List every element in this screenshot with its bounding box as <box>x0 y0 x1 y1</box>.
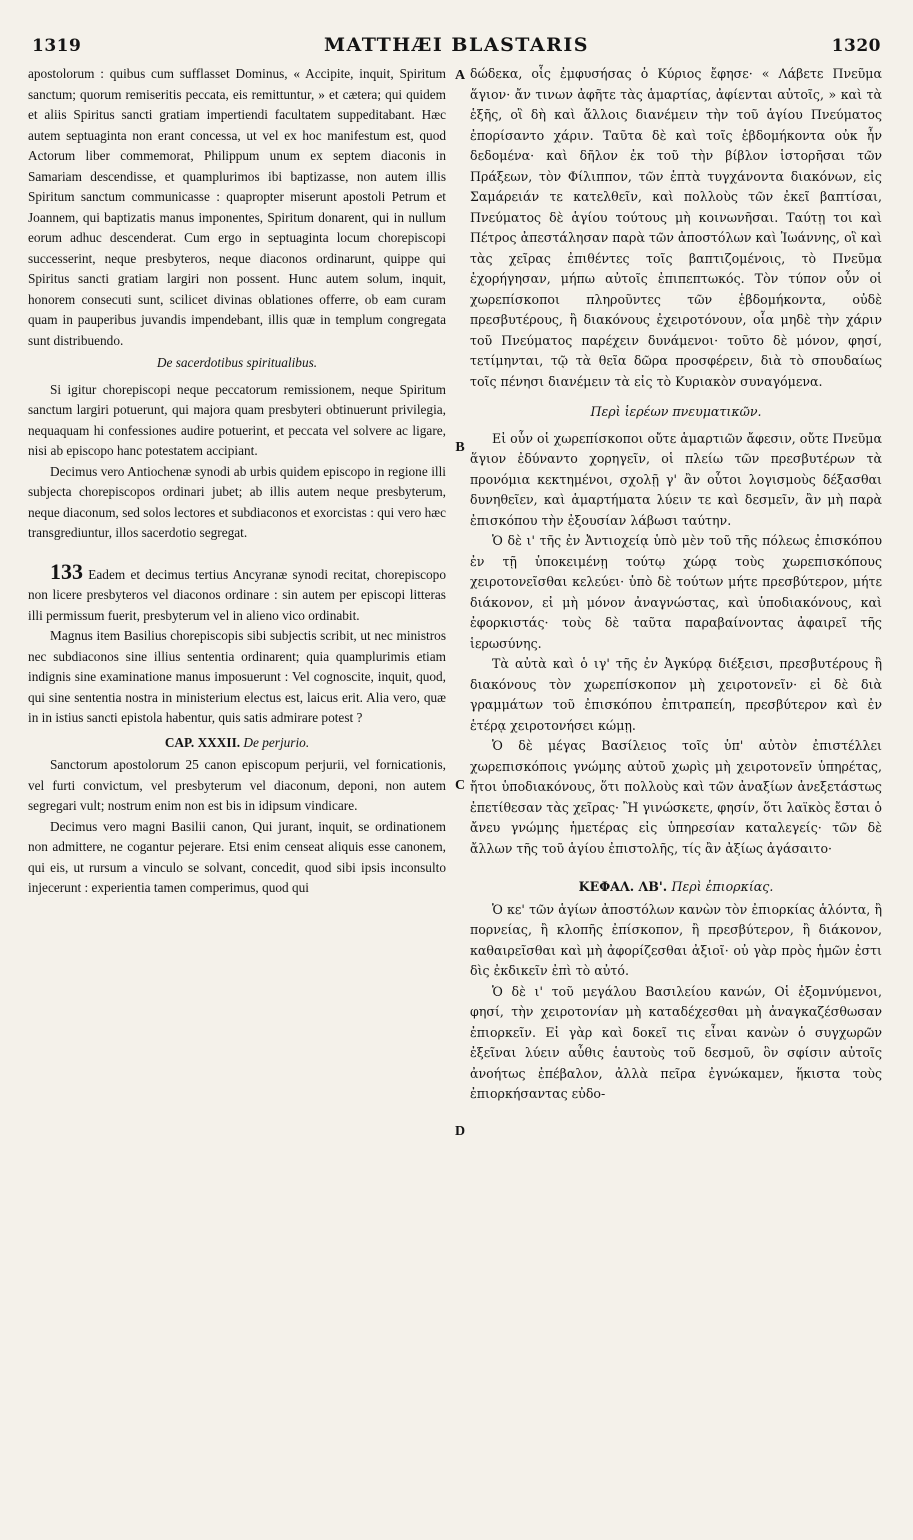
latin-paragraph-4 <box>28 558 446 627</box>
latin-chapter-label: CAP. XXXII. <box>164 734 241 750</box>
latin-chapter-title: De perjurio. <box>243 734 310 750</box>
greek-chapter-heading <box>470 877 882 898</box>
greek-paragraph-1: δώδεκα, οἷς ἐμφυσήσας ὁ Κύριος ἔφησε· « Λάβετε Πνεῦμα ἅγιον· ἄν τινων ἀφῆτε τὰς ἁμαρτίας, ἀφίενται αὐτοῖς, » καὶ τὰ ἑξῆς, οἳ δὴ καὶ ἄλλοις διανέμειν τὴν τοῦ ἁγίου Πνεύματος ἐπορίσαντο χάριν. Ταῦτα δὲ καὶ τοῖς ἑβδομήκοντα οὐκ ἦν δεδομένα· καὶ δῆλον ἐκ τοῦ τὴν βίβλον ἱστορῆσαι τῶν Πράξεων, τὸν Φίλιππον, τῶν ἑπτὰ τυγχάνοντα διακόνων, εἰς Σαμάρειάν τε κατελθεῖν, καὶ πολλοὺς τῶν ἐκεῖ βαπτίσαι, Πνεύματος δὲ ἁγίου τούτους μὴ κοινωνῆσαι. Ταύτῃ τοι καὶ Πέτρος ἀπεστάλησαν παρὰ τῶν ἀποστόλων καὶ Ἰωάννης, οἳ καὶ τὰς χεῖρας ἐπιθέντες τοῖς βαπτιζομένοις, τὸ Πνεῦμα ἐχορήγησαν, μήπω αὐτοῖς ἐπιπεπτωκός. Τὸν τύπον οὖν οἱ χωρεπίσκοποι πληροῦντες τῶν ἑβδομήκοντα, οὐδὲ πρεσβυτέρους, ἢ διακόνους ἐχειροτόνουν, οἷα μηδὲ τὴν χάριν τοῦ Πνεύματος παρέχειν δυνάμενοι· τοῦτο δὲ μόνον, φησί, τετίμηνται, τῷ τὰ θεῖα δῶρα προσφέρειν, διὰ τὸ σπουδαίως τοῖς πένησι διανέμειν τὰ εἰς τὸ Κυριακὸν συναγόμενα. <box>470 66 882 389</box>
greek-chapter-title: Περὶ ἐπιορκίας. <box>671 879 774 894</box>
running-header <box>32 34 881 60</box>
latin-subheading: De sacerdotibus spiritualibus. <box>156 355 318 370</box>
running-title: MATTHÆI BLASTARIS <box>323 34 590 56</box>
greek-subheading: Περὶ ἱερέων πνευματικῶν. <box>590 404 762 419</box>
page-number-left: 1319 <box>32 36 82 56</box>
greek-paragraph-7: Ὁ δὲ ι' τοῦ μεγάλου Βασιλείου κανών, Οἱ ἐξομνύμενοι, φησί, τὴν χειροτονίαν μὴ καταδέχεσθαι μὴ ἀναγκαζέσθωσαν ἐπιορκεῖν. Εἰ γὰρ καὶ δοκεῖ τις εἶναι κανὼν ὁ συγχωρῶν ἐξεῖναι λύειν αὖθις ἑαυτοὺς τοῦ δεσμοῦ, ὃν σφίσιν αὐτοῖς ἀνοήτως ἐπέβαλον, ἀλλὰ πεῖρα ἐγνώκαμεν, ἥκιστα τοὺς ἐπιορκήσαντας εὐδο- <box>470 983 882 1101</box>
latin-paragraph-4-text: Eadem et decimus tertius Ancyranæ synodi recitat, chorepiscopo non licere presbyteros vel diaconos ordinare : sin autem per episcopi litteras illi permissum fuerit, presbyterum vel in alieno vico ordinabit. <box>28 566 446 623</box>
section-marker-b: B <box>455 440 465 455</box>
latin-paragraph-1: apostolorum : quibus cum sufflasset Dominus, « Accipite, inquit, Spiritum sanctum; quorum remiseritis peccata, eis remittuntur, » et cætera; qui quidem et aliis Spiritus sancti gratiam impertiendi facultatem suppeditabant. Hæc autem septuaginta non erant concessa, ut vel ex hoc manifestum est, quod Actorum liber commemorat, Philippum unum ex septem diaconis in Samariam descendisse, et quamplurimos ibi baptizasse, non autem illis Spiritum sanctum communicasse : quapropter miserunt apostoli Petrum et Joannem, qui baptizatis manus imponentes, Spiritum donarent, qui in nullum eorum adhuc descenderat. Cum ergo in septuaginta locum chorepiscopi successerint, neque presbyteros, neque diaconos ordinarunt, quippe qui Spiritus sancti gratiam largiri non possent. Hunc autem solum, inquit, honorem consecuti sunt, scilicet divinas oblationes offerre, ob eam curam quam in pauperibus juvandis impendebant, illis quæ in templum congregata sunt distribuendo. <box>28 66 446 348</box>
greek-column <box>470 64 882 1514</box>
greek-chapter-label: ΚΕΦΑΛ. ΛΒ'. <box>578 879 668 894</box>
latin-paragraph-3: Decimus vero Antiochenæ synodi ab urbis quidem episcopo in regione illi subjecta chorepiscopos ordinari jubet; ab illis autem neque presbyterum, neque diaconum, sed solos lectores et subdiaconos et exorcistas : qui vero hæc transgrediuntur, illos sacerdotio segregat. <box>28 463 446 540</box>
section-number: 133 <box>50 558 83 584</box>
greek-paragraph-4: Τὰ αὐτὰ καὶ ὁ ιγ' τῆς ἐν Ἀγκύρᾳ διέξεισι, πρεσβυτέρους ἢ διακόνους τὸν χωρεπίσκοπον μὴ χειροτονεῖν· εἰ δὲ διὰ γραμμάτων τοῦ ἐπισκόπου ἐπιτραπείη, πρεσβύτερον καὶ ἐν ἑτέρᾳ χειροτονήσει κώμῃ. <box>470 656 882 733</box>
section-marker-a: A <box>454 68 466 83</box>
greek-paragraph-3: Ὁ δὲ ι' τῆς ἐν Ἀντιοχείᾳ ὑπὸ μὲν τοῦ τῆς πόλεως ἐπισκόπου ἐν τῇ ὑποκειμένῃ τούτῳ χώρᾳ τοὺς χωρεπισκόπους χειροτονεῖσθαι κελεύει· ὑπὸ δὲ τούτων μήτε πρεσβύτερον, μήτε διάκονον, εἰ μὴ μόνον ἀναγνώστας, καὶ ὑποδιακόνους, καὶ ἐφορκιστάς· τοὺς δὲ ταῦτα παραβαίνοντας ἀφαιρεῖ τῆς ἱερωσύνης. <box>470 533 882 651</box>
latin-paragraph-7: Decimus vero magni Basilii canon, Qui jurant, inquit, se ordinationem non admittere, ne cogantur pejerare. Etsi enim censeat aliquis esse canonem, qui eis, ut rursum a vinculo se solvant, concedit, quod sibi ipsis inconsulto injecerunt : experientia tamen comperimus, quod qui <box>28 818 446 895</box>
greek-paragraph-5: Ὁ δὲ μέγας Βασίλειος τοῖς ὑπ' αὐτὸν ἐπιστέλλει χωρεπισκόποις γνώμης αὐτοῦ χωρὶς μὴ χειροτονεῖν ὑπηρέτας, ἤτοι ὑποδιακόνους, ὅτι πολλοὺς καὶ τῶν ἀναξίων ἀνεξετάστως ἐπετίθεσαν τὰς χεῖρας· Ἢ γινώσκετε, φησίν, ὅτι λαϊκὸς ἔσται ὁ ἄνευ γνώμης ἡμετέρας εἰς ὑπηρεσίαν καταλεγείς· τῶν δὲ ἄλλων τῆς τοῦ ἁγίου ἐπιστολῆς, τίς ἂν ἀξίως ἀγάσαιτο· <box>470 738 882 856</box>
latin-paragraph-5: Magnus item Basilius chorepiscopis sibi subjectis scribit, ut nec ministros nec subdiaconos sine illius sententia ordinarent; quia quamplurimis etiam indignis sine examinatione manus imposuerunt : Vel cognoscite, inquit, quod, qui sine sententia nostra in ministerium electus est, laicus erit. Alia vero, quæ in in istius sancti epistola habentur, quis satis admirare potest ? <box>28 628 446 725</box>
section-marker-c: C <box>454 778 466 793</box>
section-marker-d: D <box>454 1124 466 1139</box>
latin-paragraph-2: Si igitur chorepiscopi neque peccatorum remissionem, neque Spiritum sanctum largiri potuerunt, qui majora quam presbyteri obtinuerunt privilegia, nequaquam hi confessiones audire potuerint, et peccata vel solvere ac ligare, nisi ab episcopo hanc potestatem accipiant. <box>28 381 446 458</box>
latin-column <box>28 64 446 1514</box>
latin-paragraph-6: Sanctorum apostolorum 25 canon episcopum perjurii, vel fornicationis, vel furti convictum, vel presbyterum vel diaconum, deponi, non autem segregari vult; nostrum enim non est bis in idipsum vindicare. <box>28 757 446 813</box>
latin-chapter-heading <box>28 733 446 754</box>
spacer <box>28 544 446 562</box>
page-number-right: 1320 <box>831 36 881 56</box>
greek-paragraph-6: Ὁ κε' τῶν ἁγίων ἀποστόλων κανὼν τὸν ἐπιορκίας ἁλόντα, ἢ πορνείας, ἢ κλοπῆς ἐπίσκοπον, ἢ πρεσβύτερον, ἢ διάκονον, καθαιρεῖσθαι καὶ μὴ ἀφορίζεσθαι ἀξιοῖ· οὐ γὰρ πρὸς ἡμῶν ἐστι δὶς ἐκδικεῖν ἐπὶ τὸ αὐτό. <box>470 901 882 978</box>
greek-paragraph-2: Εἰ οὖν οἱ χωρεπίσκοποι οὔτε ἁμαρτιῶν ἄφεσιν, οὔτε Πνεῦμα ἅγιον ἐδύναντο χορηγεῖν, οἱ πλείω τῶν πρεσβυτέρων τὰ προνόμια κεκτημένοι, σχολῇ γ' ἂν οὗτοι λογισμοὺς δέξασθαι δυνηθεῖεν, καὶ ἁμαρτήματα λύειν τε καὶ δεσμεῖν, ἂν μὴ παρὰ ἐπισκόπου τὴν ἐξουσίαν λάβωσι ταύτην. <box>470 430 882 528</box>
